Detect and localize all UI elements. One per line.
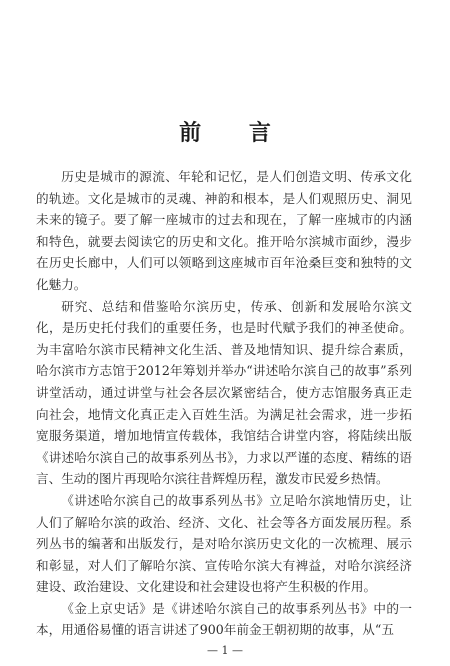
paragraph-2: 研究、总结和借鉴哈尔滨历史，传承、创新和发展哈尔滨文化，是历史托付我们的重要任务，也是时代赋予我们的神圣使命。为丰富哈尔滨市民精神文化生活、普及地情知识、提升综合素质，哈尔滨市方志馆于2012年筹划并举办“讲述哈尔滨自己的故事”系列讲堂活动，通过讲堂与社会各层次紧密结合，使方志馆服务真正走向社会，地情文化真正走入百姓生活。为满足社会需求，进一步拓宽服务渠道，增加地情宣传载体，我馆结合讲堂内容，将陆续出版《讲述哈尔滨自己的故事系列丛书》，力求以严谨的态度、精练的语言、生动的图片再现哈尔滨往昔辉煌历程，激发市民爱乡热情。 (36, 298, 412, 487)
body-text (36, 166, 412, 641)
paragraph-1: 历史是城市的源流、年轮和记忆，是人们创造文明、传承文化的轨迹。文化是城市的灵魂、神韵和根本，是人们观照历史、洞见未来的镜子。要了解一座城市的过去和现在，了解一座城市的内涵和特色，就要去阅读它的历史和文化。推开哈尔滨城市面纱，漫步在历史长廊中，人们可以领略到这座城市百年沧桑巨变和独特的文化魅力。 (36, 169, 412, 292)
page-number: — 1 — (207, 644, 243, 657)
paragraph-4: 《金上京史话》是《讲述哈尔滨自己的故事系列丛书》中的一本，用通俗易懂的语言讲述了900年前金王朝初期的故事，从“五 (36, 600, 412, 638)
paragraph-3: 《讲述哈尔滨自己的故事系列丛书》立足哈尔滨地情历史，让人们了解哈尔滨的政治、经济、文化、社会等各方面发展历程。系列丛书的编著和出版发行，是对哈尔滨历史文化的一次梳理、展示和彰显，对人们了解哈尔滨、宣传哈尔滨大有裨益，对哈尔滨经济建设、政治建设、文化建设和社会建设也将产生积极的作用。 (36, 492, 412, 595)
page-title: 前 言 (179, 120, 291, 146)
